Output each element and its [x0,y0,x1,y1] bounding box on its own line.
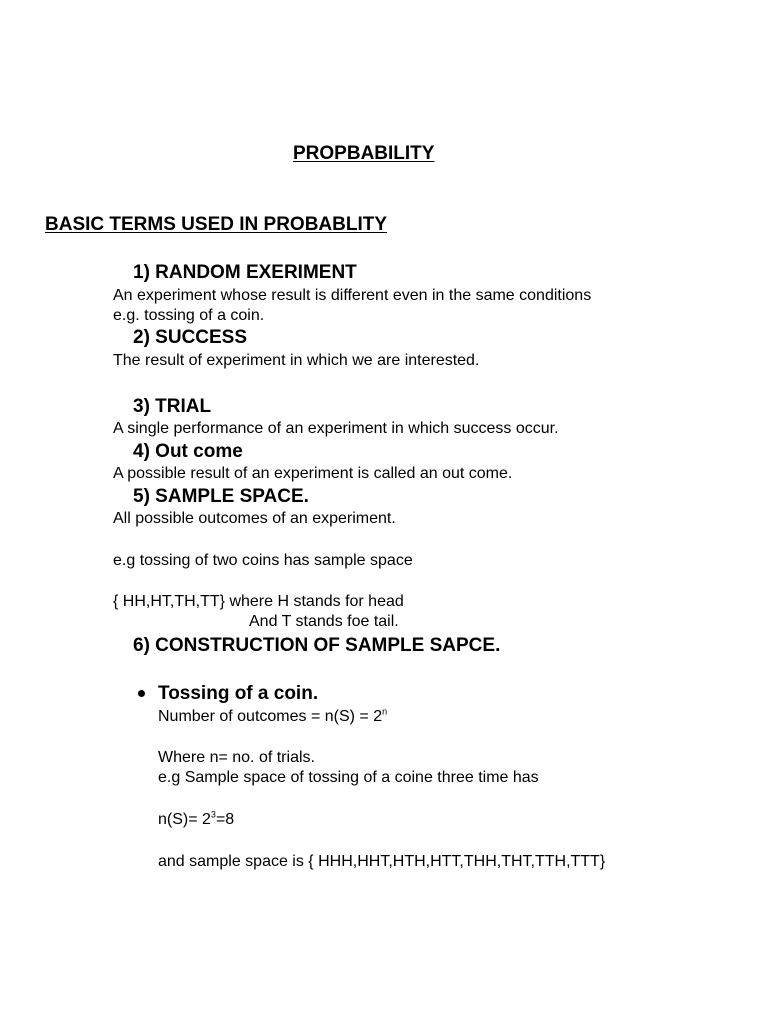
formula-ns [158,809,235,828]
formula-ns-prefix: n(S)= 2 [158,811,211,828]
term-heading-random-experiment: 1) RANDOM EXERIMENT [133,262,357,283]
term-text-sample-space-line-3: { HH,HT,TH,TT} where H stands for head [113,593,404,610]
bullet-heading: Tossing of a coin. [158,683,319,704]
page-title: PROPBABILITY [293,143,435,164]
term-heading-trial: 3) TRIAL [133,396,212,417]
section-heading: BASIC TERMS USED IN PROBABLITY [45,214,388,235]
term-text-outcome: A possible result of an experiment is called an out come. [113,465,513,482]
formula-outcomes-exponent: n [382,706,388,717]
term-heading-construction: 6) CONSTRUCTION OF SAMPLE SAPCE. [133,635,501,656]
bullet-icon [138,690,145,697]
where-line: Where n= no. of trials. [158,749,315,766]
term-text-sample-space-line-1: All possible outcomes of an experiment. [113,510,396,527]
term-text-success: The result of experiment in which we are interested. [113,352,480,369]
term-text-random-experiment-line-2: e.g. tossing of a coin. [113,307,265,324]
formula-ns-suffix: =8 [215,811,235,828]
term-text-trial: A single performance of an experiment in which success occur. [113,420,559,437]
formula-outcomes-text: Number of outcomes = n(S) = 2 [158,708,383,725]
term-heading-outcome: 4) Out come [133,441,243,462]
example-line: e.g Sample space of tossing of a coine three time has [158,769,539,786]
term-text-random-experiment-line-1: An experiment whose result is different even in the same conditions [113,287,592,304]
term-text-sample-space-line-2: e.g tossing of two coins has sample space [113,552,413,569]
sample-space-line: and sample space is { HHH,HHT,HTH,HTT,THH,THT,TTH,TTT} [158,853,606,870]
formula-outcomes [158,706,388,725]
term-heading-success: 2) SUCCESS [133,327,248,348]
term-heading-sample-space: 5) SAMPLE SPACE. [133,486,309,507]
formula-ns-exponent: 3 [210,809,216,820]
term-text-sample-space-line-4: And T stands foe tail. [249,613,399,630]
